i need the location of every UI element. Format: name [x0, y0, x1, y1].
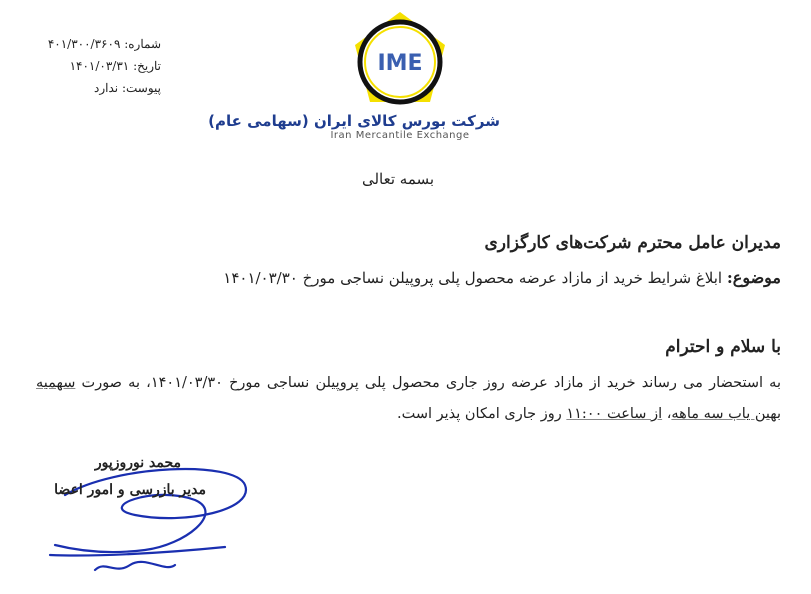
- time-term: از ساعت ۱۱:۰۰: [566, 406, 663, 422]
- quota-term: سهمیه بهین یاب سه ماهه: [36, 375, 781, 422]
- letter-number: [48, 34, 161, 54]
- subject-text: ابلاغ شرایط خرید از مازاد عرضه محصول پلی پروپیلن نساجی مورخ ۱۴۰۱/۰۳/۳۰: [223, 269, 723, 287]
- body-text-2: ،: [662, 406, 672, 422]
- signer-name: محمد نوروزپور: [94, 455, 181, 471]
- handwritten-signature: [35, 455, 265, 585]
- number-value: ۴۰۱/۳۰۰/۳۶۰۹: [47, 37, 121, 51]
- svg-text:IME: IME: [377, 51, 423, 76]
- body-text-3: روز جاری امکان پذیر است.: [396, 406, 567, 422]
- body-text-1: به استحضار می رساند خرید از مازاد عرضه روز جاری محصول پلی پروپیلن نساجی مورخ ۱۴۰۱/۰۳/۳۰، به صورت: [75, 375, 781, 391]
- subject-label: موضوع:: [726, 268, 781, 287]
- signer-title: مدیر بازرسی و امور اعضا: [54, 482, 206, 498]
- attachment-value: ندارد: [94, 81, 119, 95]
- date-label: تاریخ:: [133, 59, 161, 73]
- letter-attachment: [94, 78, 161, 98]
- recipient-heading: مدیران عامل محترم شرکت‌های کارگزاری: [484, 233, 781, 253]
- greeting: با سلام و احترام: [665, 337, 781, 357]
- attachment-label: پیوست:: [121, 81, 161, 95]
- number-label: شماره:: [124, 37, 161, 51]
- company-name: [208, 112, 500, 141]
- body-paragraph: [36, 368, 781, 430]
- ime-logo: [345, 10, 455, 110]
- subject-line: [223, 268, 781, 287]
- date-value: ۱۴۰۱/۰۳/۳۱: [69, 59, 130, 73]
- company-name-en: Iran Mercantile Exchange: [330, 130, 470, 141]
- invocation: بسمه تعالی: [361, 170, 435, 188]
- company-name-fa: شرکت بورس کالای ایران (سهامی عام): [208, 112, 500, 130]
- letter-date: [70, 56, 161, 76]
